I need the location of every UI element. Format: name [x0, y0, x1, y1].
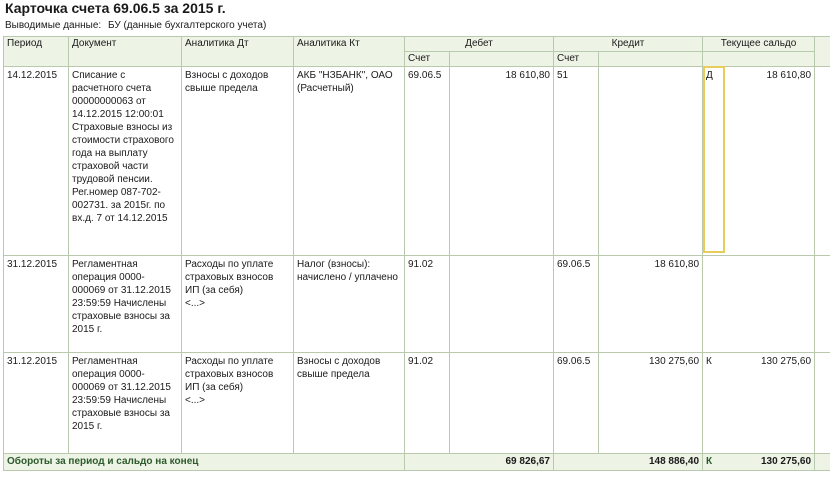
row-filler [815, 256, 830, 353]
cell-balance-amount [727, 256, 815, 353]
cell-balance-side: К [703, 353, 727, 454]
analytics-more-link[interactable]: <...> [185, 395, 206, 406]
cell-debit-account: 91.02 [405, 256, 450, 353]
cell-analytics-kt: АКБ "НЗБАНК", ОАО (Расчетный) [294, 67, 405, 256]
col-balance-subheader [703, 52, 815, 67]
table-row[interactable] [4, 353, 830, 454]
cell-document[interactable]: Списание с расчетного счета 00000000063 от 14.12.2015 12:00:01 Страховые взносы из стоимости страхового года на выплату страховой части трудовой пенсии. Рег.номер 087-702-002731. за 2015г. по вх.д. 7 от 14.12.2015 [69, 67, 182, 256]
cell-balance-side: Д [703, 67, 727, 256]
col-analytics-kt-header[interactable]: Аналитика Кт [294, 37, 405, 67]
analytics-more-link[interactable]: <...> [185, 298, 206, 309]
header-row [4, 37, 830, 52]
totals-credit: 148 886,40 [554, 454, 703, 471]
cell-analytics-dt-text: Расходы по уплате страховых взносов ИП (за себя) [185, 356, 274, 393]
col-credit-header[interactable]: Кредит [554, 37, 703, 52]
col-credit-amount-header [599, 52, 703, 67]
account-card-table [3, 36, 830, 471]
cell-balance-side [703, 256, 727, 353]
cell-analytics-dt: Взносы с доходов свыше предела [182, 67, 294, 256]
cell-analytics-dt [182, 353, 294, 454]
col-debit-account-header[interactable]: Счет [405, 52, 450, 67]
totals-filler [815, 454, 830, 471]
totals-balance-amount: 130 275,60 [727, 454, 815, 471]
cell-debit-amount [450, 256, 554, 353]
totals-row[interactable] [4, 454, 830, 471]
col-debit-header[interactable]: Дебет [405, 37, 554, 52]
col-document-header[interactable]: Документ [69, 37, 182, 67]
cell-credit-account: 51 [554, 67, 599, 256]
cell-balance-amount: 130 275,60 [727, 353, 815, 454]
table-row[interactable] [4, 67, 830, 256]
cell-period: 31.12.2015 [4, 256, 69, 353]
totals-debit: 69 826,67 [405, 454, 554, 471]
cell-document[interactable]: Регламентная операция 0000-000069 от 31.12.2015 23:59:59 Начислены страховые взносы за 2015 г. [69, 353, 182, 454]
cell-debit-account: 69.06.5 [405, 67, 450, 256]
col-period-header[interactable]: Период [4, 37, 69, 67]
cell-analytics-dt-text: Расходы по уплате страховых взносов ИП (за себя) [185, 259, 274, 296]
cell-credit-amount [599, 67, 703, 256]
cell-credit-amount: 130 275,60 [599, 353, 703, 454]
cell-debit-account: 91.02 [405, 353, 450, 454]
output-data-label: Выводимые данные: [5, 20, 102, 31]
output-data-line [5, 20, 266, 31]
totals-label: Обороты за период и сальдо на конец [4, 454, 405, 471]
table-row[interactable] [4, 256, 830, 353]
cell-balance-amount: 18 610,80 [727, 67, 815, 256]
row-filler [815, 67, 830, 256]
cell-document[interactable]: Регламентная операция 0000-000069 от 31.12.2015 23:59:59 Начислены страховые взносы за 2015 г. [69, 256, 182, 353]
col-balance-header[interactable]: Текущее сальдо [703, 37, 815, 52]
col-analytics-dt-header[interactable]: Аналитика Дт [182, 37, 294, 67]
report-title: Карточка счета 69.06.5 за 2015 г. [5, 0, 226, 16]
col-debit-amount-header [450, 52, 554, 67]
header-filler [815, 37, 830, 67]
cell-analytics-kt: Налог (взносы): начислено / уплачено [294, 256, 405, 353]
cell-period: 14.12.2015 [4, 67, 69, 256]
cell-period: 31.12.2015 [4, 353, 69, 454]
cell-credit-account: 69.06.5 [554, 256, 599, 353]
row-filler [815, 353, 830, 454]
col-credit-account-header[interactable]: Счет [554, 52, 599, 67]
output-data-value[interactable]: БУ (данные бухгалтерского учета) [107, 20, 267, 31]
totals-balance-side: К [703, 454, 727, 471]
cell-debit-amount: 18 610,80 [450, 67, 554, 256]
cell-credit-amount: 18 610,80 [599, 256, 703, 353]
cell-analytics-kt: Взносы с доходов свыше предела [294, 353, 405, 454]
cell-credit-account: 69.06.5 [554, 353, 599, 454]
cell-analytics-dt [182, 256, 294, 353]
cell-debit-amount [450, 353, 554, 454]
